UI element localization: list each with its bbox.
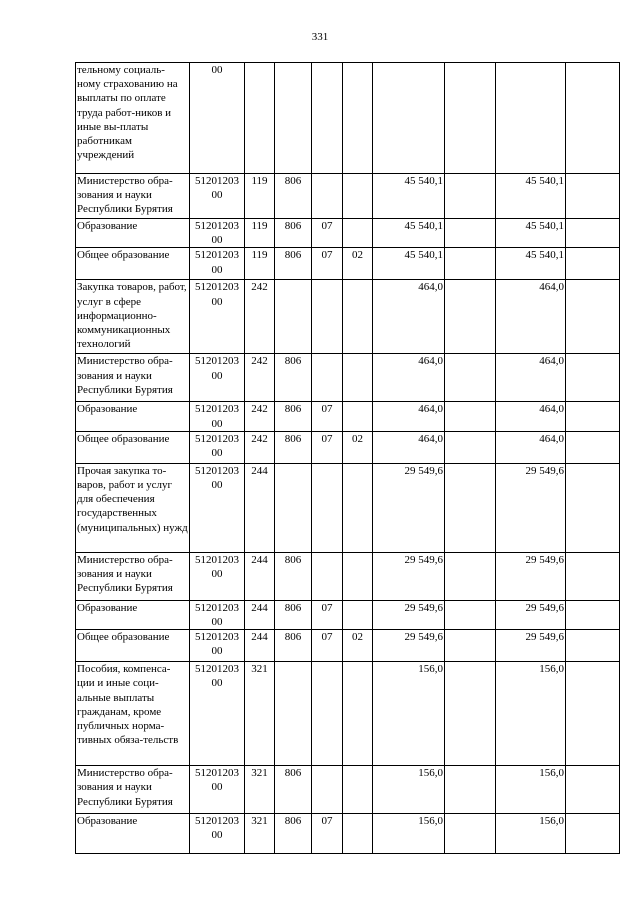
row-name: Образование [76, 219, 190, 248]
row-name: Общее образование [76, 630, 190, 662]
table-row [76, 662, 620, 766]
row-name: Закупка товаров, работ, услуг в сфере информационно-коммуникационных технологий [76, 280, 190, 354]
row-amount-total: 29 549,6 [496, 552, 566, 600]
row-name: Образование [76, 600, 190, 629]
row-target-code: 51201203 00 [190, 280, 245, 354]
row-amount: 45 540,1 [373, 174, 445, 219]
row-section [312, 174, 343, 219]
row-empty-cell-last [566, 354, 620, 402]
row-subsection [343, 280, 373, 354]
row-amount-total: 464,0 [496, 354, 566, 402]
row-amount: 464,0 [373, 431, 445, 463]
row-empty-cell [445, 402, 496, 431]
row-target-code: 00 [190, 63, 245, 174]
row-empty-cell-last [566, 219, 620, 248]
row-amount: 29 549,6 [373, 463, 445, 552]
row-section [312, 280, 343, 354]
row-empty-cell [445, 219, 496, 248]
row-empty-cell [445, 630, 496, 662]
row-ministry-code: 806 [275, 354, 312, 402]
row-section: 07 [312, 630, 343, 662]
row-expense-type: 244 [245, 463, 275, 552]
row-expense-type [245, 63, 275, 174]
row-ministry-code: 806 [275, 766, 312, 814]
row-subsection: 02 [343, 248, 373, 280]
row-empty-cell [445, 463, 496, 552]
row-expense-type: 244 [245, 552, 275, 600]
table-row [76, 630, 620, 662]
row-amount: 156,0 [373, 662, 445, 766]
row-amount: 464,0 [373, 402, 445, 431]
row-target-code: 51201203 00 [190, 600, 245, 629]
row-ministry-code [275, 280, 312, 354]
table-row [76, 174, 620, 219]
row-empty-cell [445, 248, 496, 280]
row-amount-total: 464,0 [496, 280, 566, 354]
row-amount-total: 464,0 [496, 402, 566, 431]
table-row [76, 63, 620, 174]
row-name: Образование [76, 814, 190, 854]
row-empty-cell [445, 280, 496, 354]
row-amount: 29 549,6 [373, 552, 445, 600]
row-subsection [343, 552, 373, 600]
row-ministry-code [275, 463, 312, 552]
row-expense-type: 242 [245, 354, 275, 402]
row-name: Министерство обра-зования и науки Республики Бурятия [76, 354, 190, 402]
row-empty-cell-last [566, 280, 620, 354]
row-target-code: 51201203 00 [190, 431, 245, 463]
row-section: 07 [312, 402, 343, 431]
table-row [76, 766, 620, 814]
row-expense-type: 242 [245, 402, 275, 431]
row-section: 07 [312, 248, 343, 280]
row-empty-cell [445, 174, 496, 219]
table-row [76, 280, 620, 354]
row-expense-type: 244 [245, 630, 275, 662]
row-name: Общее образование [76, 431, 190, 463]
budget-table [75, 62, 620, 854]
row-empty-cell [445, 63, 496, 174]
row-ministry-code [275, 662, 312, 766]
row-amount-total: 464,0 [496, 431, 566, 463]
row-amount-total: 29 549,6 [496, 630, 566, 662]
row-target-code: 51201203 00 [190, 766, 245, 814]
row-target-code: 51201203 00 [190, 354, 245, 402]
row-section: 07 [312, 431, 343, 463]
row-section [312, 463, 343, 552]
row-empty-cell-last [566, 814, 620, 854]
row-name: Пособия, компенса-ции и иные соци-альные выплаты гражданам, кроме публичных норма-тивных обяза-тельств [76, 662, 190, 766]
row-empty-cell-last [566, 174, 620, 219]
row-amount: 29 549,6 [373, 600, 445, 629]
row-target-code: 51201203 00 [190, 248, 245, 280]
row-subsection [343, 402, 373, 431]
row-empty-cell-last [566, 463, 620, 552]
row-target-code: 51201203 00 [190, 814, 245, 854]
row-ministry-code: 806 [275, 630, 312, 662]
row-empty-cell [445, 766, 496, 814]
row-amount-total: 45 540,1 [496, 219, 566, 248]
table-row [76, 600, 620, 629]
row-name: Министерство обра-зования и науки Республики Бурятия [76, 552, 190, 600]
row-target-code: 51201203 00 [190, 402, 245, 431]
table-row [76, 552, 620, 600]
row-expense-type: 119 [245, 219, 275, 248]
row-amount-total [496, 63, 566, 174]
row-section [312, 662, 343, 766]
row-subsection [343, 174, 373, 219]
row-amount [373, 63, 445, 174]
row-ministry-code: 806 [275, 814, 312, 854]
row-section [312, 766, 343, 814]
row-amount-total: 29 549,6 [496, 600, 566, 629]
table-row [76, 354, 620, 402]
row-section [312, 63, 343, 174]
row-expense-type: 242 [245, 431, 275, 463]
row-empty-cell [445, 600, 496, 629]
row-empty-cell [445, 354, 496, 402]
row-empty-cell [445, 552, 496, 600]
row-amount: 29 549,6 [373, 630, 445, 662]
row-ministry-code: 806 [275, 600, 312, 629]
row-target-code: 51201203 00 [190, 630, 245, 662]
row-empty-cell [445, 431, 496, 463]
row-subsection [343, 814, 373, 854]
row-expense-type: 119 [245, 174, 275, 219]
row-target-code: 51201203 00 [190, 662, 245, 766]
table-row [76, 248, 620, 280]
row-subsection [343, 219, 373, 248]
row-ministry-code: 806 [275, 174, 312, 219]
row-empty-cell-last [566, 662, 620, 766]
row-target-code: 51201203 00 [190, 174, 245, 219]
row-ministry-code: 806 [275, 431, 312, 463]
row-section: 07 [312, 219, 343, 248]
row-target-code: 51201203 00 [190, 552, 245, 600]
row-subsection: 02 [343, 431, 373, 463]
row-name: Прочая закупка то-варов, работ и услуг для обеспечения государственных (муниципальных) нужд [76, 463, 190, 552]
page-number: 331 [311, 31, 329, 43]
row-subsection [343, 463, 373, 552]
row-amount: 156,0 [373, 766, 445, 814]
table-row [76, 463, 620, 552]
row-expense-type: 242 [245, 280, 275, 354]
row-empty-cell-last [566, 630, 620, 662]
row-expense-type: 321 [245, 662, 275, 766]
row-empty-cell-last [566, 63, 620, 174]
row-name: Министерство обра-зования и науки Республики Бурятия [76, 174, 190, 219]
row-name: тельному социаль-ному страхованию на выплаты по оплате труда работ-ников и иные вы-платы работникам учреждений [76, 63, 190, 174]
row-empty-cell-last [566, 552, 620, 600]
row-section [312, 354, 343, 402]
row-section: 07 [312, 814, 343, 854]
row-empty-cell-last [566, 248, 620, 280]
row-ministry-code [275, 63, 312, 174]
row-target-code: 51201203 00 [190, 219, 245, 248]
row-amount: 45 540,1 [373, 248, 445, 280]
row-amount-total: 29 549,6 [496, 463, 566, 552]
table-row [76, 431, 620, 463]
row-expense-type: 321 [245, 766, 275, 814]
row-amount: 464,0 [373, 354, 445, 402]
table-row [76, 219, 620, 248]
row-section [312, 552, 343, 600]
row-empty-cell-last [566, 600, 620, 629]
row-subsection [343, 766, 373, 814]
row-empty-cell-last [566, 431, 620, 463]
row-ministry-code: 806 [275, 248, 312, 280]
row-ministry-code: 806 [275, 402, 312, 431]
table-row [76, 402, 620, 431]
row-empty-cell [445, 662, 496, 766]
row-subsection: 02 [343, 630, 373, 662]
row-amount: 156,0 [373, 814, 445, 854]
row-amount-total: 156,0 [496, 766, 566, 814]
row-subsection [343, 63, 373, 174]
row-name: Образование [76, 402, 190, 431]
row-name: Министерство обра-зования и науки Республики Бурятия [76, 766, 190, 814]
row-amount-total: 45 540,1 [496, 174, 566, 219]
row-empty-cell [445, 814, 496, 854]
row-subsection [343, 662, 373, 766]
row-section: 07 [312, 600, 343, 629]
row-expense-type: 321 [245, 814, 275, 854]
row-subsection [343, 354, 373, 402]
row-ministry-code: 806 [275, 219, 312, 248]
row-ministry-code: 806 [275, 552, 312, 600]
row-empty-cell-last [566, 402, 620, 431]
row-amount: 464,0 [373, 280, 445, 354]
row-subsection [343, 600, 373, 629]
row-amount-total: 45 540,1 [496, 248, 566, 280]
row-expense-type: 244 [245, 600, 275, 629]
row-target-code: 51201203 00 [190, 463, 245, 552]
row-amount-total: 156,0 [496, 662, 566, 766]
row-amount-total: 156,0 [496, 814, 566, 854]
row-amount: 45 540,1 [373, 219, 445, 248]
row-empty-cell-last [566, 766, 620, 814]
table-row [76, 814, 620, 854]
row-name: Общее образование [76, 248, 190, 280]
row-expense-type: 119 [245, 248, 275, 280]
